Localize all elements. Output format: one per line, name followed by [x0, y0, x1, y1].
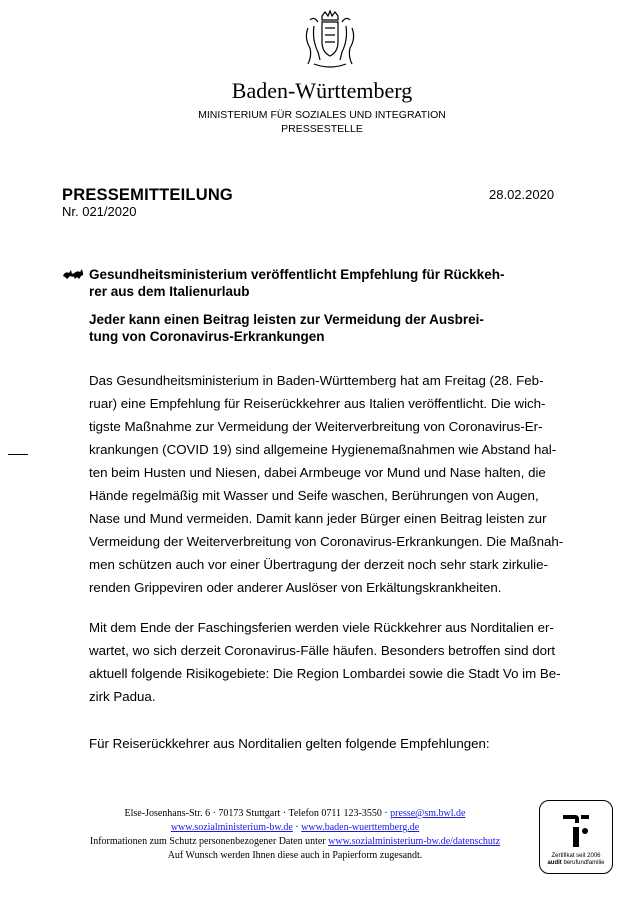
- body-line: Das Gesundheitsministerium in Baden-Württemberg hat am Freitag (28. Feb-: [89, 373, 544, 388]
- body-line: wartet, wo sich derzeit Coronavirus-Fälle häufen. Besonders betroffen sind dort: [89, 643, 556, 658]
- audit-berufundfamilie-icon: [561, 811, 591, 849]
- body-paragraph-2: [89, 616, 559, 708]
- press-release-date: 28.02.2020: [489, 187, 555, 202]
- certificate-line-2: [540, 860, 612, 866]
- certificate-audit-word: audit: [547, 860, 562, 866]
- press-office-line: PRESSESTELLE: [281, 123, 363, 135]
- body-paragraph-1: [89, 369, 564, 599]
- footer-websites-line: [40, 821, 550, 835]
- privacy-link[interactable]: www.sozialministerium-bw.de/datenschutz: [328, 836, 501, 847]
- footer-address-line: [40, 807, 550, 821]
- press-release-number: Nr. 021/2020: [62, 204, 137, 219]
- press-release-title: PRESSEMITTEILUNG: [62, 186, 233, 204]
- certificate-line-1: Zertifikat seit 2006: [551, 853, 601, 859]
- footer-separator: ·: [292, 822, 302, 833]
- body-line: renden Grippeviren oder anderer Auslöser von Erkältungskrankheiten.: [89, 580, 502, 595]
- body-line: aktuell folgende Risikogebiete: Die Region Lombardei sowie die Stadt Vo im Be-: [89, 666, 561, 681]
- body-line: Vermeidung der Weiterverbreitung von Coronavirus-Erkrankungen. Die Maßnah-: [89, 534, 564, 549]
- margin-fold-mark: [8, 454, 28, 455]
- press-email-link[interactable]: presse@sm.bwl.de: [390, 808, 466, 819]
- body-line: ten beim Husten und Niesen, dabei Armbeuge vor Mund und Nase halten, die: [89, 465, 546, 480]
- certificate-badge: [539, 800, 613, 874]
- state-website-link[interactable]: www.baden-wuerttemberg.de: [301, 822, 420, 833]
- certificate-family-text: berufundfamilie: [561, 860, 605, 866]
- footer-paper-note: Auf Wunsch werden Ihnen diese auch in Papierform zugesandt.: [167, 850, 423, 861]
- body-line: Mit dem Ende der Faschingsferien werden viele Rückkehrer aus Norditalien er-: [89, 620, 554, 635]
- headline-line: Gesundheitsministerium veröffentlicht Empfehlung für Rückkeh-: [89, 267, 505, 282]
- state-name: Baden-Württemberg: [231, 78, 413, 103]
- body-line: Für Reiserückkehrer aus Norditalien gelten folgende Empfehlungen:: [89, 736, 490, 751]
- body-line: men schützen auch vor einer Übertragung der derzeit noch sehr stark zirkulie-: [89, 557, 548, 572]
- body-line: tigste Maßnahme zur Vermeidung der Weiterverbreitung von Coronavirus-Er-: [89, 419, 543, 434]
- subheadline-line: tung von Coronavirus-Erkrankungen: [89, 329, 325, 344]
- ministry-line: MINISTERIUM FÜR SOZIALES UND INTEGRATION: [198, 109, 446, 121]
- ministry-name: [0, 108, 644, 136]
- body-line: Nase und Mund vermeiden. Damit kann jeder Bürger einen Beitrag leisten zur: [89, 511, 547, 526]
- body-line: krankungen (COVID 19) sind allgemeine Hygienemaßnahmen wie Abstand hal-: [89, 442, 557, 457]
- body-line: zirk Padua.: [89, 689, 156, 704]
- body-line: ruar) eine Empfehlung für Reiserückkehrer aus Italien veröffentlicht. Die wich-: [89, 396, 546, 411]
- privacy-text: Informationen zum Schutz personenbezogener Daten unter: [89, 836, 329, 847]
- body-paragraph-3: [89, 732, 559, 755]
- headline-line: rer aus dem Italienurlaub: [89, 284, 250, 299]
- subheadline: [89, 311, 559, 345]
- state-lion-emblem-icon: [62, 267, 84, 281]
- ministry-website-link[interactable]: www.sozialministerium-bw.de: [170, 822, 293, 833]
- headline: [89, 266, 559, 300]
- footer-privacy-line: [40, 835, 550, 849]
- body-line: Hände regelmäßig mit Wasser und Seife waschen, Berührungen von Augen,: [89, 488, 539, 503]
- coat-of-arms-icon: [300, 8, 360, 78]
- footer: [40, 807, 550, 863]
- footer-address: Else-Josenhans-Str. 6 · 70173 Stuttgart · Telefon 0711 123-3550 ·: [124, 808, 391, 819]
- subheadline-line: Jeder kann einen Beitrag leisten zur Vermeidung der Ausbrei-: [89, 312, 484, 327]
